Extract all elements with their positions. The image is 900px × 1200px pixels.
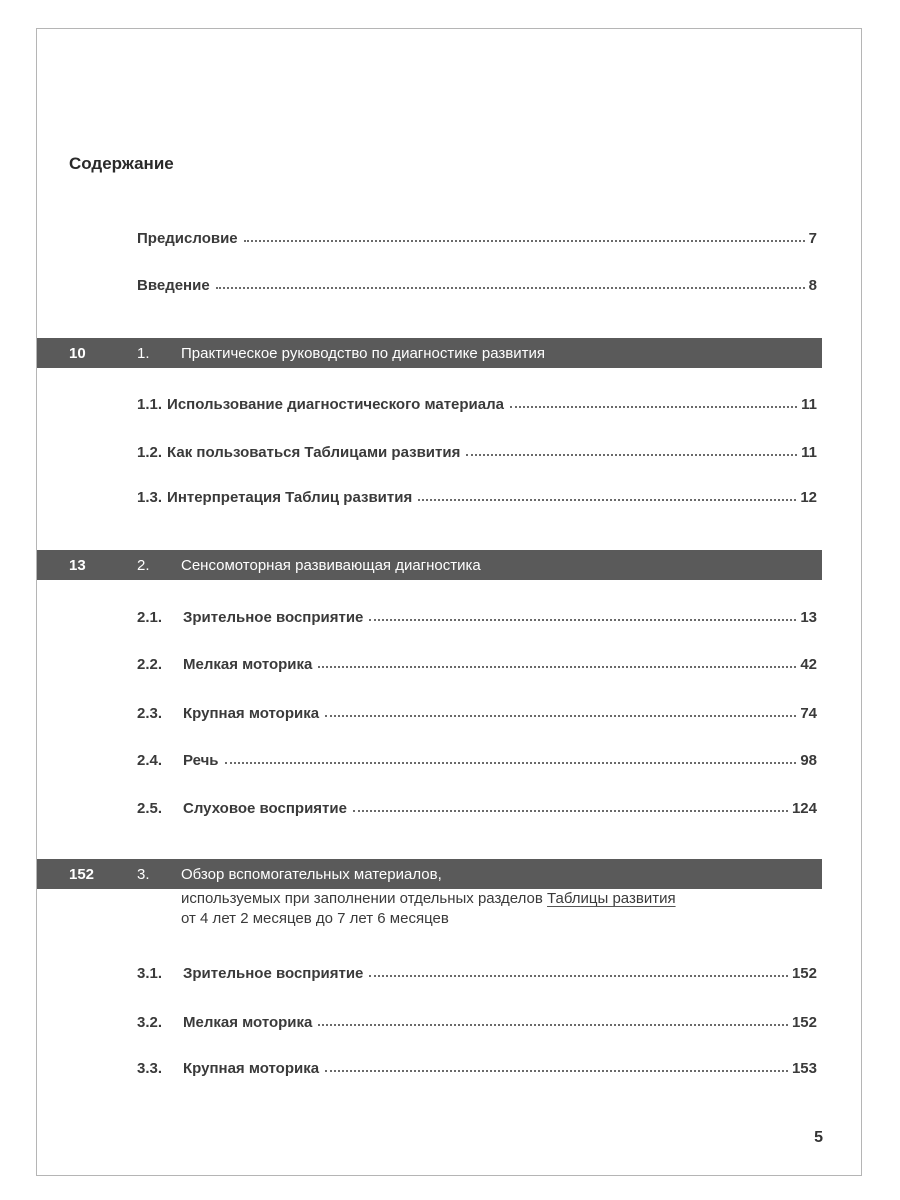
toc-entry-page: 11 xyxy=(801,444,817,461)
toc-entry-introduction xyxy=(137,272,817,294)
toc-entry-page: 98 xyxy=(800,752,817,769)
toc-entry-number: 2.4. xyxy=(137,752,163,769)
toc-entry-label: Мелкая моторика xyxy=(183,656,313,673)
toc-entry-label: Как пользоваться Таблицами развития xyxy=(167,444,461,461)
toc-entry-label: Крупная моторика xyxy=(183,1060,320,1077)
toc-entry xyxy=(137,391,817,413)
toc-entry-label: Введение xyxy=(137,277,210,294)
leader-dots xyxy=(325,715,796,717)
leader-dots xyxy=(225,762,797,764)
section-title-underlined: Таблицы развития xyxy=(547,890,676,907)
leader-dots xyxy=(369,619,796,621)
toc-entry-label: Мелкая моторика xyxy=(183,1014,313,1031)
toc-entry-page: 74 xyxy=(800,705,817,722)
book-page xyxy=(36,28,862,1176)
toc-entry-page: 13 xyxy=(800,609,817,626)
toc-entry xyxy=(137,439,817,461)
leader-dots xyxy=(466,454,797,456)
toc-entry-number: 1.1. xyxy=(137,396,163,413)
toc-entry-label: Слуховое восприятие xyxy=(183,800,347,817)
toc-entry xyxy=(137,1055,817,1077)
section-number: 2. xyxy=(137,556,150,574)
section-header-1 xyxy=(37,338,822,368)
toc-entry-number: 2.3. xyxy=(137,705,163,722)
toc-entry-page: 11 xyxy=(801,396,817,413)
toc-entry-preface xyxy=(137,225,817,247)
toc-entry-label: Использование диагностического материала xyxy=(167,396,504,413)
toc-entry-number: 2.2. xyxy=(137,656,163,673)
section-title-line-2-text: используемых при заполнении отдельных разделов xyxy=(181,890,548,907)
toc-entry-label: Интерпретация Таблиц развития xyxy=(167,489,413,506)
toc-entry-label: Речь xyxy=(183,752,219,769)
toc-entry-number: 1.3. xyxy=(137,489,163,506)
toc-entry-label: Зрительное восприятие xyxy=(183,609,364,626)
section-page: 152 xyxy=(69,865,95,883)
toc-entry-page: 152 xyxy=(791,1014,817,1031)
toc-entry xyxy=(137,700,817,722)
toc-entry-page: 153 xyxy=(791,1060,817,1077)
section-title-line-2 xyxy=(181,889,676,909)
toc-entry xyxy=(137,604,817,626)
section-title: Обзор вспомогательных материалов, xyxy=(181,865,442,883)
leader-dots xyxy=(244,240,805,242)
section-header-3 xyxy=(37,859,822,889)
leader-dots xyxy=(216,287,805,289)
leader-dots xyxy=(318,666,796,668)
toc-entry-page: 124 xyxy=(791,800,817,817)
toc-entry-label: Зрительное восприятие xyxy=(183,965,364,982)
leader-dots xyxy=(418,499,796,501)
toc-entry-number: 3.2. xyxy=(137,1014,163,1031)
toc-entry-page: 42 xyxy=(800,656,817,673)
section-page: 13 xyxy=(69,556,86,574)
toc-entry xyxy=(137,484,817,506)
toc-entry xyxy=(137,1009,817,1031)
leader-dots xyxy=(353,810,788,812)
page-number: 5 xyxy=(814,1129,823,1146)
section-page: 10 xyxy=(69,344,86,362)
toc-entry-page: 8 xyxy=(808,277,817,294)
leader-dots xyxy=(325,1070,788,1072)
section-title: Практическое руководство по диагностике развития xyxy=(181,344,545,362)
section-title-continuation xyxy=(181,889,676,929)
toc-entry xyxy=(137,747,817,769)
toc-entry xyxy=(137,795,817,817)
section-number: 3. xyxy=(137,865,150,883)
toc-entry-number: 3.1. xyxy=(137,965,163,982)
page-title: Содержание xyxy=(69,154,174,173)
section-number: 1. xyxy=(137,344,150,362)
leader-dots xyxy=(369,975,788,977)
toc-entry-label: Крупная моторика xyxy=(183,705,320,722)
toc-entry-number: 2.5. xyxy=(137,800,163,817)
section-header-2 xyxy=(37,550,822,580)
toc-entry-number: 2.1. xyxy=(137,609,163,626)
section-title-line-3: от 4 лет 2 месяцев до 7 лет 6 месяцев xyxy=(181,910,449,927)
toc-entry-number: 1.2. xyxy=(137,444,163,461)
toc-entry-page: 152 xyxy=(791,965,817,982)
toc-entry-number: 3.3. xyxy=(137,1060,163,1077)
toc-entry xyxy=(137,651,817,673)
section-title: Сенсомоторная развивающая диагностика xyxy=(181,556,481,574)
toc-entry-label: Предисловие xyxy=(137,230,238,247)
toc-entry-page: 12 xyxy=(800,489,817,506)
leader-dots xyxy=(318,1024,788,1026)
toc-entry xyxy=(137,960,817,982)
leader-dots xyxy=(510,406,797,408)
toc-entry-page: 7 xyxy=(808,230,817,247)
